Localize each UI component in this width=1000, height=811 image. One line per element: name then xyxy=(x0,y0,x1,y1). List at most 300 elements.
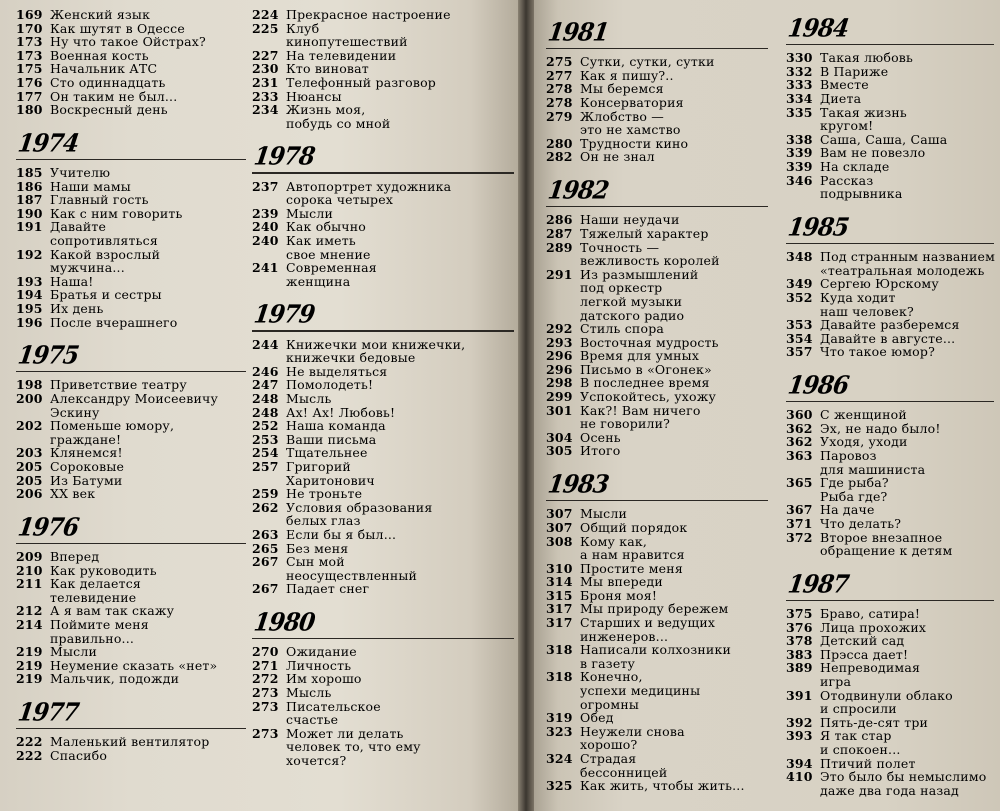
entry-title xyxy=(820,634,994,648)
toc-entry xyxy=(786,661,994,688)
entry-title-line: Такая жизнь xyxy=(820,104,907,120)
entry-title-line: Он не знал xyxy=(580,149,655,165)
toc-entry xyxy=(16,550,246,564)
toc-entry xyxy=(786,277,994,291)
toc-entry xyxy=(252,700,514,727)
page-number: 196 xyxy=(16,314,43,330)
toc-entry xyxy=(252,22,514,49)
entry-title xyxy=(820,435,994,449)
entry-title xyxy=(50,564,246,578)
entry-title xyxy=(820,716,994,730)
entry-title-line: Он таким не был... xyxy=(50,88,178,104)
page-number: 210 xyxy=(16,562,43,578)
entry-title xyxy=(286,8,514,22)
entry-title xyxy=(286,501,514,528)
page-number: 191 xyxy=(16,219,43,235)
toc-entry xyxy=(252,686,514,700)
toc-entry xyxy=(252,501,514,528)
page-number: 185 xyxy=(16,165,43,181)
entry-title xyxy=(820,729,994,756)
toc-entry xyxy=(16,659,246,673)
toc-entry xyxy=(16,577,246,604)
toc-entry xyxy=(546,616,768,643)
entry-title-line: Вперед xyxy=(50,549,100,565)
toc-entry xyxy=(252,62,514,76)
toc-entry xyxy=(546,602,768,616)
entry-title-line: побудь со мной xyxy=(286,115,391,131)
page-number: 246 xyxy=(252,363,279,379)
entry-title-line: телевидение xyxy=(50,589,137,605)
page-number: 391 xyxy=(786,687,813,703)
page-number: 325 xyxy=(546,778,573,794)
toc-entry xyxy=(16,604,246,618)
toc-entry xyxy=(546,241,768,268)
section-rule xyxy=(16,543,246,544)
page-number: 296 xyxy=(546,348,573,364)
entry-title xyxy=(580,55,768,69)
year-heading: 1978 xyxy=(252,142,317,172)
entry-title xyxy=(580,213,768,227)
page-number: 307 xyxy=(546,506,573,522)
page-number: 410 xyxy=(786,769,813,785)
page-number: 222 xyxy=(16,747,43,763)
entry-title-line: Из размышлений xyxy=(580,266,699,282)
toc-entry xyxy=(786,770,994,797)
entry-title-line: Обед xyxy=(580,710,614,726)
page-number: 278 xyxy=(546,95,573,111)
entry-title-line: Старших и ведущих xyxy=(580,615,716,631)
entry-title xyxy=(50,288,246,302)
page-number: 360 xyxy=(786,407,813,423)
toc-entry xyxy=(16,672,246,686)
page-number: 248 xyxy=(252,391,279,407)
toc-entry xyxy=(16,474,246,488)
entry-title xyxy=(50,672,246,686)
entry-title-line: Воскресный день xyxy=(50,102,168,118)
entry-title-line: Если бы я был... xyxy=(286,527,397,542)
toc-entry xyxy=(786,689,994,716)
entry-title-line: Такая любовь xyxy=(820,50,914,66)
page-number: 263 xyxy=(252,527,279,542)
page-number: 262 xyxy=(252,499,279,515)
entry-title-line: Мальчик, подожди xyxy=(50,671,180,687)
entry-title xyxy=(580,150,768,164)
entry-title xyxy=(820,160,994,174)
year-heading: 1980 xyxy=(252,607,317,638)
page-number: 362 xyxy=(786,434,813,450)
entry-title-line: Где рыба? xyxy=(820,475,889,491)
entry-title xyxy=(580,322,768,336)
entry-title-line: Помолодеть! xyxy=(286,377,374,393)
entry-title xyxy=(286,672,514,686)
entry-title-line: «театральная молодежь xyxy=(820,262,985,278)
section-rule xyxy=(546,48,768,49)
entry-title-line: Поменьше юмору, xyxy=(50,418,175,434)
page-number: 237 xyxy=(252,178,279,194)
toc-entry xyxy=(16,35,246,49)
entry-title xyxy=(580,602,768,616)
entry-title-line: Написали колхозники xyxy=(580,642,731,658)
toc-entry xyxy=(252,659,514,673)
entry-title-line: Лица прохожих xyxy=(820,619,927,635)
entry-title-line: Как руководить xyxy=(50,562,157,578)
toc-entry xyxy=(16,193,246,207)
page-number: 198 xyxy=(16,377,43,393)
page-number: 310 xyxy=(546,560,573,576)
toc-entry xyxy=(16,22,246,36)
page-number: 203 xyxy=(16,445,43,461)
entry-title xyxy=(820,621,994,635)
entry-title xyxy=(286,261,514,288)
entry-title xyxy=(286,103,514,130)
entry-title xyxy=(286,659,514,673)
entry-title xyxy=(50,22,246,36)
year-heading: 1982 xyxy=(546,175,611,206)
entry-title-line: Наши неудачи xyxy=(580,212,680,228)
toc-entry xyxy=(252,365,514,379)
entry-title-line: Диета xyxy=(820,91,862,107)
entry-title-line: Стиль спора xyxy=(580,321,665,337)
toc-entry xyxy=(546,404,768,431)
entry-title xyxy=(286,542,514,556)
entry-title xyxy=(50,749,246,763)
section-rule xyxy=(16,159,246,160)
entry-title-line: Мысли xyxy=(286,205,334,221)
entry-title xyxy=(820,531,994,558)
page-number: 282 xyxy=(546,149,573,165)
entry-title-line: Точность — xyxy=(580,239,660,255)
entry-title-line: Мы беремся xyxy=(580,81,664,97)
entry-title xyxy=(50,316,246,330)
entry-title xyxy=(50,378,246,392)
entry-title xyxy=(580,404,768,431)
page-number: 339 xyxy=(786,159,813,175)
entry-title-line: Как с ним говорить xyxy=(50,205,183,221)
entry-title xyxy=(820,332,994,346)
entry-title xyxy=(580,562,768,576)
toc-entry xyxy=(16,487,246,501)
entry-title-line: Автопортрет художника xyxy=(286,178,452,194)
entry-title-line: Спасибо xyxy=(50,747,108,763)
toc-entry xyxy=(546,55,768,69)
section-rule xyxy=(786,44,994,45)
page-number: 287 xyxy=(546,225,573,241)
entry-title xyxy=(286,49,514,63)
toc-entry xyxy=(546,96,768,110)
toc-entry xyxy=(16,316,246,330)
page-number: 267 xyxy=(252,554,279,570)
page-number: 275 xyxy=(546,54,573,70)
page-number: 240 xyxy=(252,219,279,235)
toc-entry xyxy=(786,729,994,756)
entry-title xyxy=(50,474,246,488)
entry-title-line: XX век xyxy=(50,486,96,502)
entry-title-line: Приветствие театру xyxy=(50,377,187,393)
year-heading: 1974 xyxy=(16,128,81,158)
toc-entry xyxy=(786,160,994,174)
page-number: 348 xyxy=(786,249,813,265)
entry-title-line: кругом! xyxy=(820,118,874,134)
page-number: 338 xyxy=(786,131,813,147)
toc-entry xyxy=(786,648,994,662)
entry-title xyxy=(580,376,768,390)
page-number: 305 xyxy=(546,443,573,459)
entry-title-line: Уходя, уходи xyxy=(820,434,908,450)
toc-entry xyxy=(16,302,246,316)
entry-title xyxy=(50,90,246,104)
toc-entry xyxy=(786,435,994,449)
entry-title-line: Сын мой xyxy=(286,554,345,570)
toc-entry xyxy=(546,507,768,521)
entry-title xyxy=(286,582,514,596)
entry-title-line: для машиниста xyxy=(820,461,926,477)
entry-title xyxy=(286,62,514,76)
toc-entry xyxy=(786,133,994,147)
entry-title xyxy=(286,487,514,501)
page-number: 363 xyxy=(786,447,813,463)
entry-title-line: Простите меня xyxy=(580,560,683,576)
page-number: 219 xyxy=(16,657,43,673)
entry-title-line: Наши мамы xyxy=(50,178,131,194)
page-number: 371 xyxy=(786,515,813,531)
entry-title xyxy=(286,727,514,768)
toc-entry xyxy=(16,419,246,446)
section-rule xyxy=(252,638,514,639)
toc-entry xyxy=(546,137,768,151)
toc-entry xyxy=(16,564,246,578)
entry-title xyxy=(820,277,994,291)
entry-title-line: Женский язык xyxy=(50,7,151,22)
entry-title xyxy=(50,62,246,76)
page-number: 349 xyxy=(786,276,813,292)
toc-entry xyxy=(786,318,994,332)
entry-title-line: Военная кость xyxy=(50,47,149,63)
entry-title-line: Поймите меня xyxy=(50,617,149,633)
entry-title-line: На даче xyxy=(820,502,875,518)
toc-entry xyxy=(16,288,246,302)
entry-title-line: игра xyxy=(820,673,852,689)
year-heading: 1981 xyxy=(546,17,611,48)
entry-title-line: Наша! xyxy=(50,273,94,289)
entry-title-line: обращение к детям xyxy=(820,543,953,559)
toc-entry xyxy=(252,727,514,768)
entry-title-line: Детский сад xyxy=(820,633,905,649)
entry-title xyxy=(286,234,514,261)
toc-entry xyxy=(16,645,246,659)
entry-title xyxy=(580,390,768,404)
book-spine-gutter xyxy=(518,0,534,811)
entry-title-line: женщина xyxy=(286,273,351,289)
page-number: 253 xyxy=(252,431,279,447)
entry-title-line: Как шутят в Одессе xyxy=(50,20,185,36)
section-rule xyxy=(16,371,246,372)
entry-title-line: датского радио xyxy=(580,307,685,323)
entry-title xyxy=(50,487,246,501)
page-number: 244 xyxy=(252,336,279,352)
toc-entry xyxy=(252,207,514,221)
entry-title-line: Условия образования xyxy=(286,499,433,515)
entry-title-line: Как иметь xyxy=(286,233,356,249)
entry-title xyxy=(820,607,994,621)
page-number: 273 xyxy=(252,725,279,741)
page-number: 301 xyxy=(546,402,573,418)
page-number: 192 xyxy=(16,246,43,262)
toc-entry xyxy=(16,180,246,194)
page-number: 170 xyxy=(16,20,43,36)
page-number: 190 xyxy=(16,205,43,221)
toc-entry xyxy=(252,460,514,487)
entry-title-line: Пять-де-сят три xyxy=(820,714,929,730)
entry-title xyxy=(820,476,994,503)
entry-title-line: Из Батуми xyxy=(50,472,123,488)
entry-title xyxy=(580,69,768,83)
toc-entry xyxy=(252,555,514,582)
toc-column-1 xyxy=(16,8,246,763)
page-number: 175 xyxy=(16,61,43,77)
entry-title xyxy=(286,460,514,487)
toc-entry xyxy=(252,487,514,501)
entry-title xyxy=(286,76,514,90)
page-number: 375 xyxy=(786,606,813,621)
toc-entry xyxy=(252,261,514,288)
entry-title-line: бессонницей xyxy=(580,764,668,780)
page-number: 365 xyxy=(786,475,813,491)
entry-title-line: Как я пишу?.. xyxy=(580,67,674,83)
entry-title xyxy=(50,302,246,316)
year-heading: 1986 xyxy=(786,370,851,400)
page-number: 270 xyxy=(252,644,279,660)
toc-entry xyxy=(546,82,768,96)
toc-entry xyxy=(16,8,246,22)
entry-title-line: Мысль xyxy=(286,391,332,407)
toc-entry xyxy=(786,146,994,160)
entry-title xyxy=(50,618,246,645)
page-number: 265 xyxy=(252,540,279,556)
entry-title xyxy=(820,345,994,359)
toc-column-3 xyxy=(546,17,768,794)
entry-title-line: книжечки бедовые xyxy=(286,350,416,366)
toc-entry xyxy=(252,433,514,447)
entry-title-line: Прекрасное настроение xyxy=(286,7,451,22)
toc-entry xyxy=(252,645,514,659)
entry-title-line: Их день xyxy=(50,300,104,316)
entry-title-line: Сергею Юрскому xyxy=(820,276,939,292)
page-number: 280 xyxy=(546,135,573,151)
toc-entry xyxy=(16,378,246,392)
entry-title-line: и спросили xyxy=(820,701,897,717)
entry-title xyxy=(580,670,768,711)
entry-title-line: Паровоз xyxy=(820,447,877,463)
page-number: 209 xyxy=(16,549,43,565)
entry-title-line: Может ли делать xyxy=(286,725,404,741)
page-number: 362 xyxy=(786,420,813,436)
toc-entry xyxy=(786,332,994,346)
entry-title xyxy=(286,180,514,207)
entry-title xyxy=(286,338,514,365)
entry-title xyxy=(50,248,246,275)
entry-title xyxy=(580,227,768,241)
section-rule xyxy=(786,401,994,402)
entry-title xyxy=(580,110,768,137)
entry-title xyxy=(580,431,768,445)
page-number: 376 xyxy=(786,619,813,635)
page-number: 318 xyxy=(546,669,573,685)
entry-title-line: Что делать? xyxy=(820,515,902,531)
page-number: 307 xyxy=(546,519,573,535)
entry-title xyxy=(820,757,994,771)
toc-entry xyxy=(546,268,768,322)
page-number: 219 xyxy=(16,644,43,660)
toc-entry xyxy=(252,90,514,104)
page-number: 289 xyxy=(546,239,573,255)
toc-entry xyxy=(786,65,994,79)
year-heading: 1975 xyxy=(16,341,81,371)
entry-title-line: Писательское xyxy=(286,698,381,714)
toc-entry xyxy=(546,213,768,227)
year-heading: 1984 xyxy=(786,13,851,44)
entry-title-line: Как?! Вам ничего xyxy=(580,402,701,418)
entry-title-line: Куда ходит xyxy=(820,289,896,305)
entry-title-line: Падает снег xyxy=(286,581,370,597)
page-number: 227 xyxy=(252,47,279,63)
page-number: 240 xyxy=(252,233,279,249)
entry-title xyxy=(820,449,994,476)
entry-title-line: Какой взрослый xyxy=(50,246,161,262)
entry-title xyxy=(286,700,514,727)
entry-title-line: Кому как, xyxy=(580,533,648,549)
entry-title-line: Мысли xyxy=(580,506,628,522)
page-number: 299 xyxy=(546,389,573,405)
toc-entry xyxy=(252,446,514,460)
entry-title-line: Осень xyxy=(580,429,621,445)
toc-entry xyxy=(786,503,994,517)
page-number: 200 xyxy=(16,391,43,407)
entry-title xyxy=(580,363,768,377)
entry-title-line: Второе внезапное xyxy=(820,529,943,545)
entry-title-line: Не троньте xyxy=(286,486,363,502)
toc-entry xyxy=(786,51,994,65)
entry-title xyxy=(580,535,768,562)
entry-title xyxy=(286,220,514,234)
page-number: 254 xyxy=(252,445,279,461)
toc-entry xyxy=(252,542,514,556)
entry-title-line: не говорили? xyxy=(580,416,671,432)
entry-title-line: под оркестр xyxy=(580,280,663,296)
toc-entry xyxy=(546,725,768,752)
entry-title-line: После вчерашнего xyxy=(50,314,178,330)
toc-entry xyxy=(16,446,246,460)
toc-entry xyxy=(252,672,514,686)
entry-title xyxy=(50,207,246,221)
toc-entry xyxy=(16,166,246,180)
entry-title xyxy=(286,645,514,659)
entry-title-line: и спокоен... xyxy=(820,741,901,757)
section-rule xyxy=(252,172,514,173)
toc-entry xyxy=(546,521,768,535)
entry-title-line: Под странным названием xyxy=(820,249,996,265)
toc-entry xyxy=(546,535,768,562)
page-number: 212 xyxy=(16,603,43,619)
page-number: 296 xyxy=(546,361,573,377)
toc-entry xyxy=(252,8,514,22)
toc-entry xyxy=(546,431,768,445)
entry-title-line: Эскину xyxy=(50,404,100,420)
entry-title-line: хочется? xyxy=(286,753,347,769)
entry-title-line: Не выделяться xyxy=(286,363,388,379)
entry-title-line: Давайте разберемся xyxy=(820,317,960,333)
section-rule xyxy=(16,728,246,729)
toc-entry xyxy=(546,150,768,164)
